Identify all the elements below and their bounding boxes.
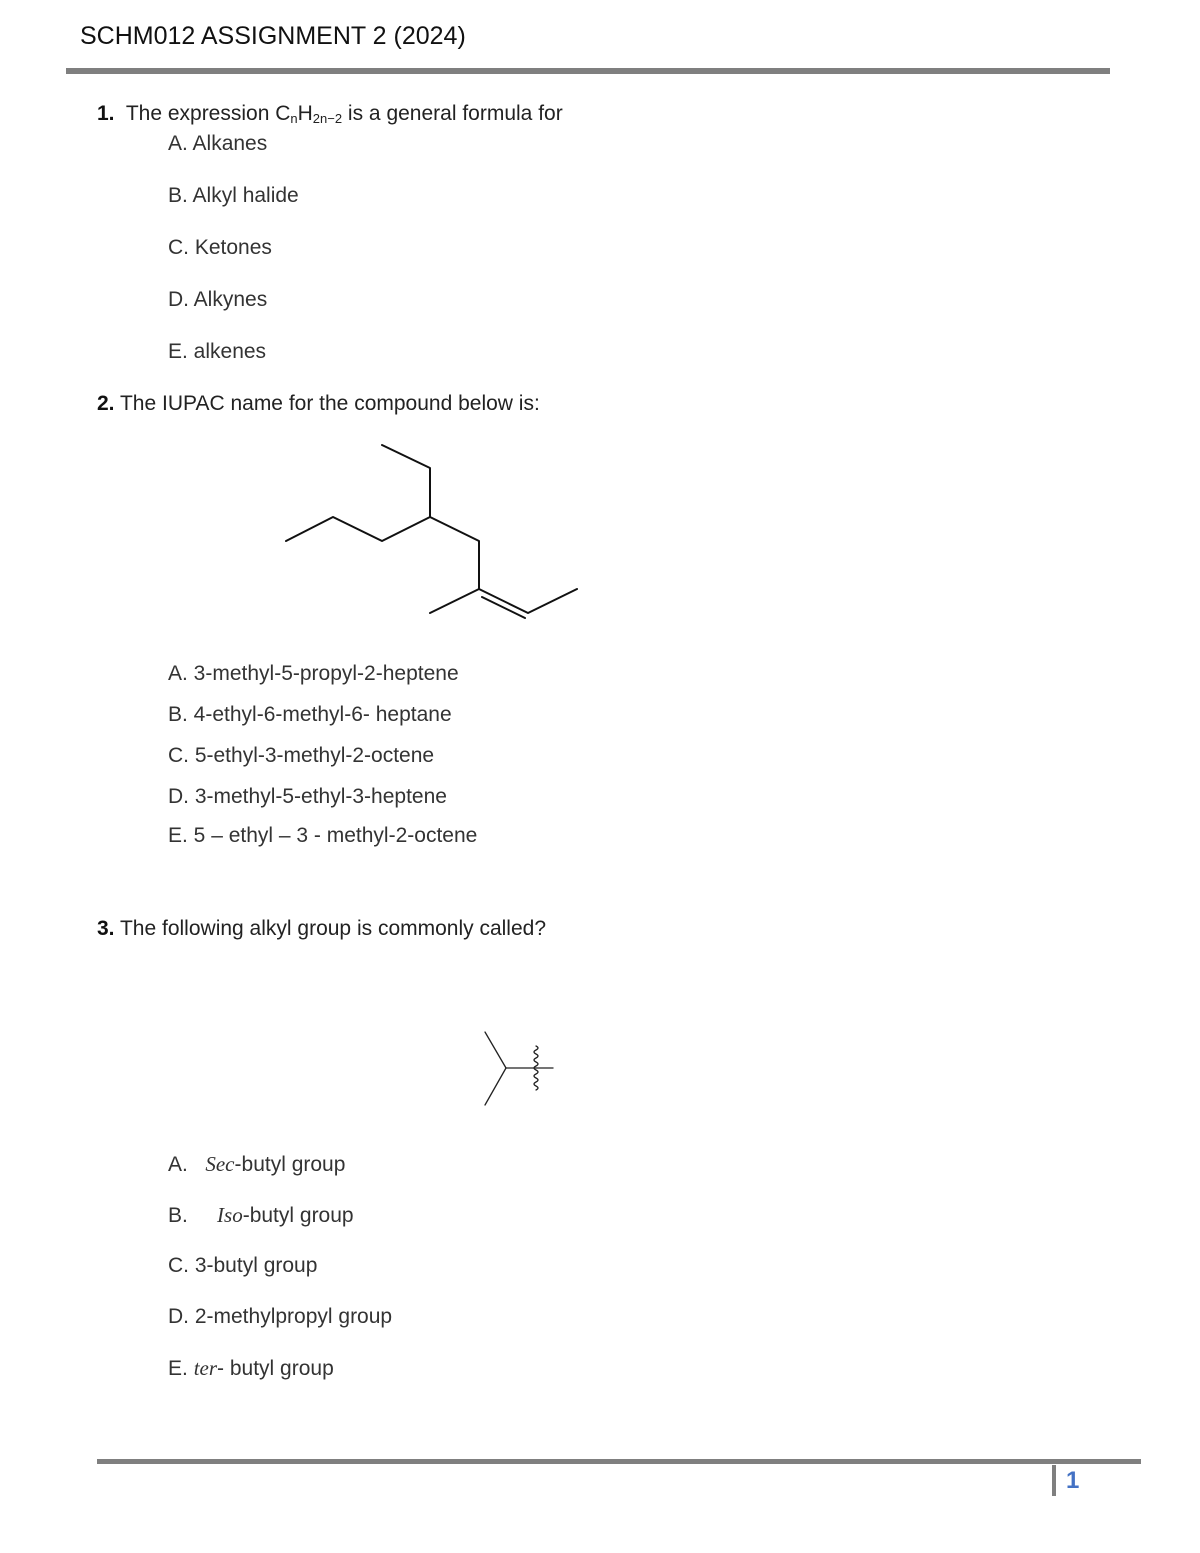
question-1-option-d[interactable]: D. Alkynes <box>168 288 268 311</box>
question-1-text-end: is a general formula for <box>342 102 563 125</box>
question-1-option-c[interactable]: C. Ketones <box>168 236 272 259</box>
question-3-option-a[interactable] <box>168 1152 345 1177</box>
option-a-letter: A. <box>168 1153 188 1176</box>
question-2-text: The IUPAC name for the compound below is: <box>119 392 540 415</box>
question-1-number: 1. <box>97 102 115 125</box>
question-2-option-d[interactable]: D. 3-methyl-5-ethyl-3-heptene <box>168 785 447 808</box>
question-2-option-e[interactable]: E. 5 – ethyl – 3 - methyl-2-octene <box>168 824 478 847</box>
question-2-option-c[interactable]: C. 5-ethyl-3-methyl-2-octene <box>168 744 435 767</box>
option-e-rest: - butyl group <box>217 1357 334 1380</box>
question-3-option-e[interactable] <box>168 1356 334 1381</box>
question-1-option-b[interactable]: B. Alkyl halide <box>168 184 299 207</box>
option-b-letter: B. <box>168 1204 188 1227</box>
question-3-option-c[interactable] <box>168 1254 317 1278</box>
question-2-option-b[interactable]: B. 4-ethyl-6-methyl-6- heptane <box>168 703 452 726</box>
option-e-letter: E. <box>168 1357 188 1380</box>
formula-h: H <box>297 102 313 125</box>
footer-bar <box>1052 1465 1056 1496</box>
question-3-option-d[interactable] <box>168 1305 392 1329</box>
question-3-option-b[interactable] <box>168 1203 354 1228</box>
option-e-italic: ter <box>193 1356 218 1380</box>
document-title: SCHM012 ASSIGNMENT 2 (2024) <box>80 22 466 50</box>
question-3-text: The following alkyl group is commonly called? <box>119 917 547 940</box>
option-a-rest: -butyl group <box>234 1153 346 1176</box>
option-c-text: C. 3-butyl group <box>168 1254 318 1277</box>
option-a-italic: Sec <box>205 1152 235 1176</box>
page-number: 1 <box>1066 1467 1080 1494</box>
option-b-italic: Iso <box>217 1203 243 1227</box>
footer-rule <box>97 1459 1141 1464</box>
formula-subscript-2n-2: 2n−2 <box>312 111 343 126</box>
question-3-number: 3. <box>97 917 115 940</box>
question-1-option-e[interactable]: E. alkenes <box>168 340 267 363</box>
question-1-option-a[interactable]: A. Alkanes <box>168 132 268 155</box>
formula-subscript-n: n <box>290 111 298 126</box>
question-2-number: 2. <box>97 392 115 415</box>
option-b-rest: -butyl group <box>242 1204 354 1227</box>
option-d-text: D. 2-methylpropyl group <box>168 1305 393 1328</box>
question-2-option-a[interactable]: A. 3-methyl-5-propyl-2-heptene <box>168 662 459 685</box>
question-1-text: The expression C <box>125 102 291 125</box>
